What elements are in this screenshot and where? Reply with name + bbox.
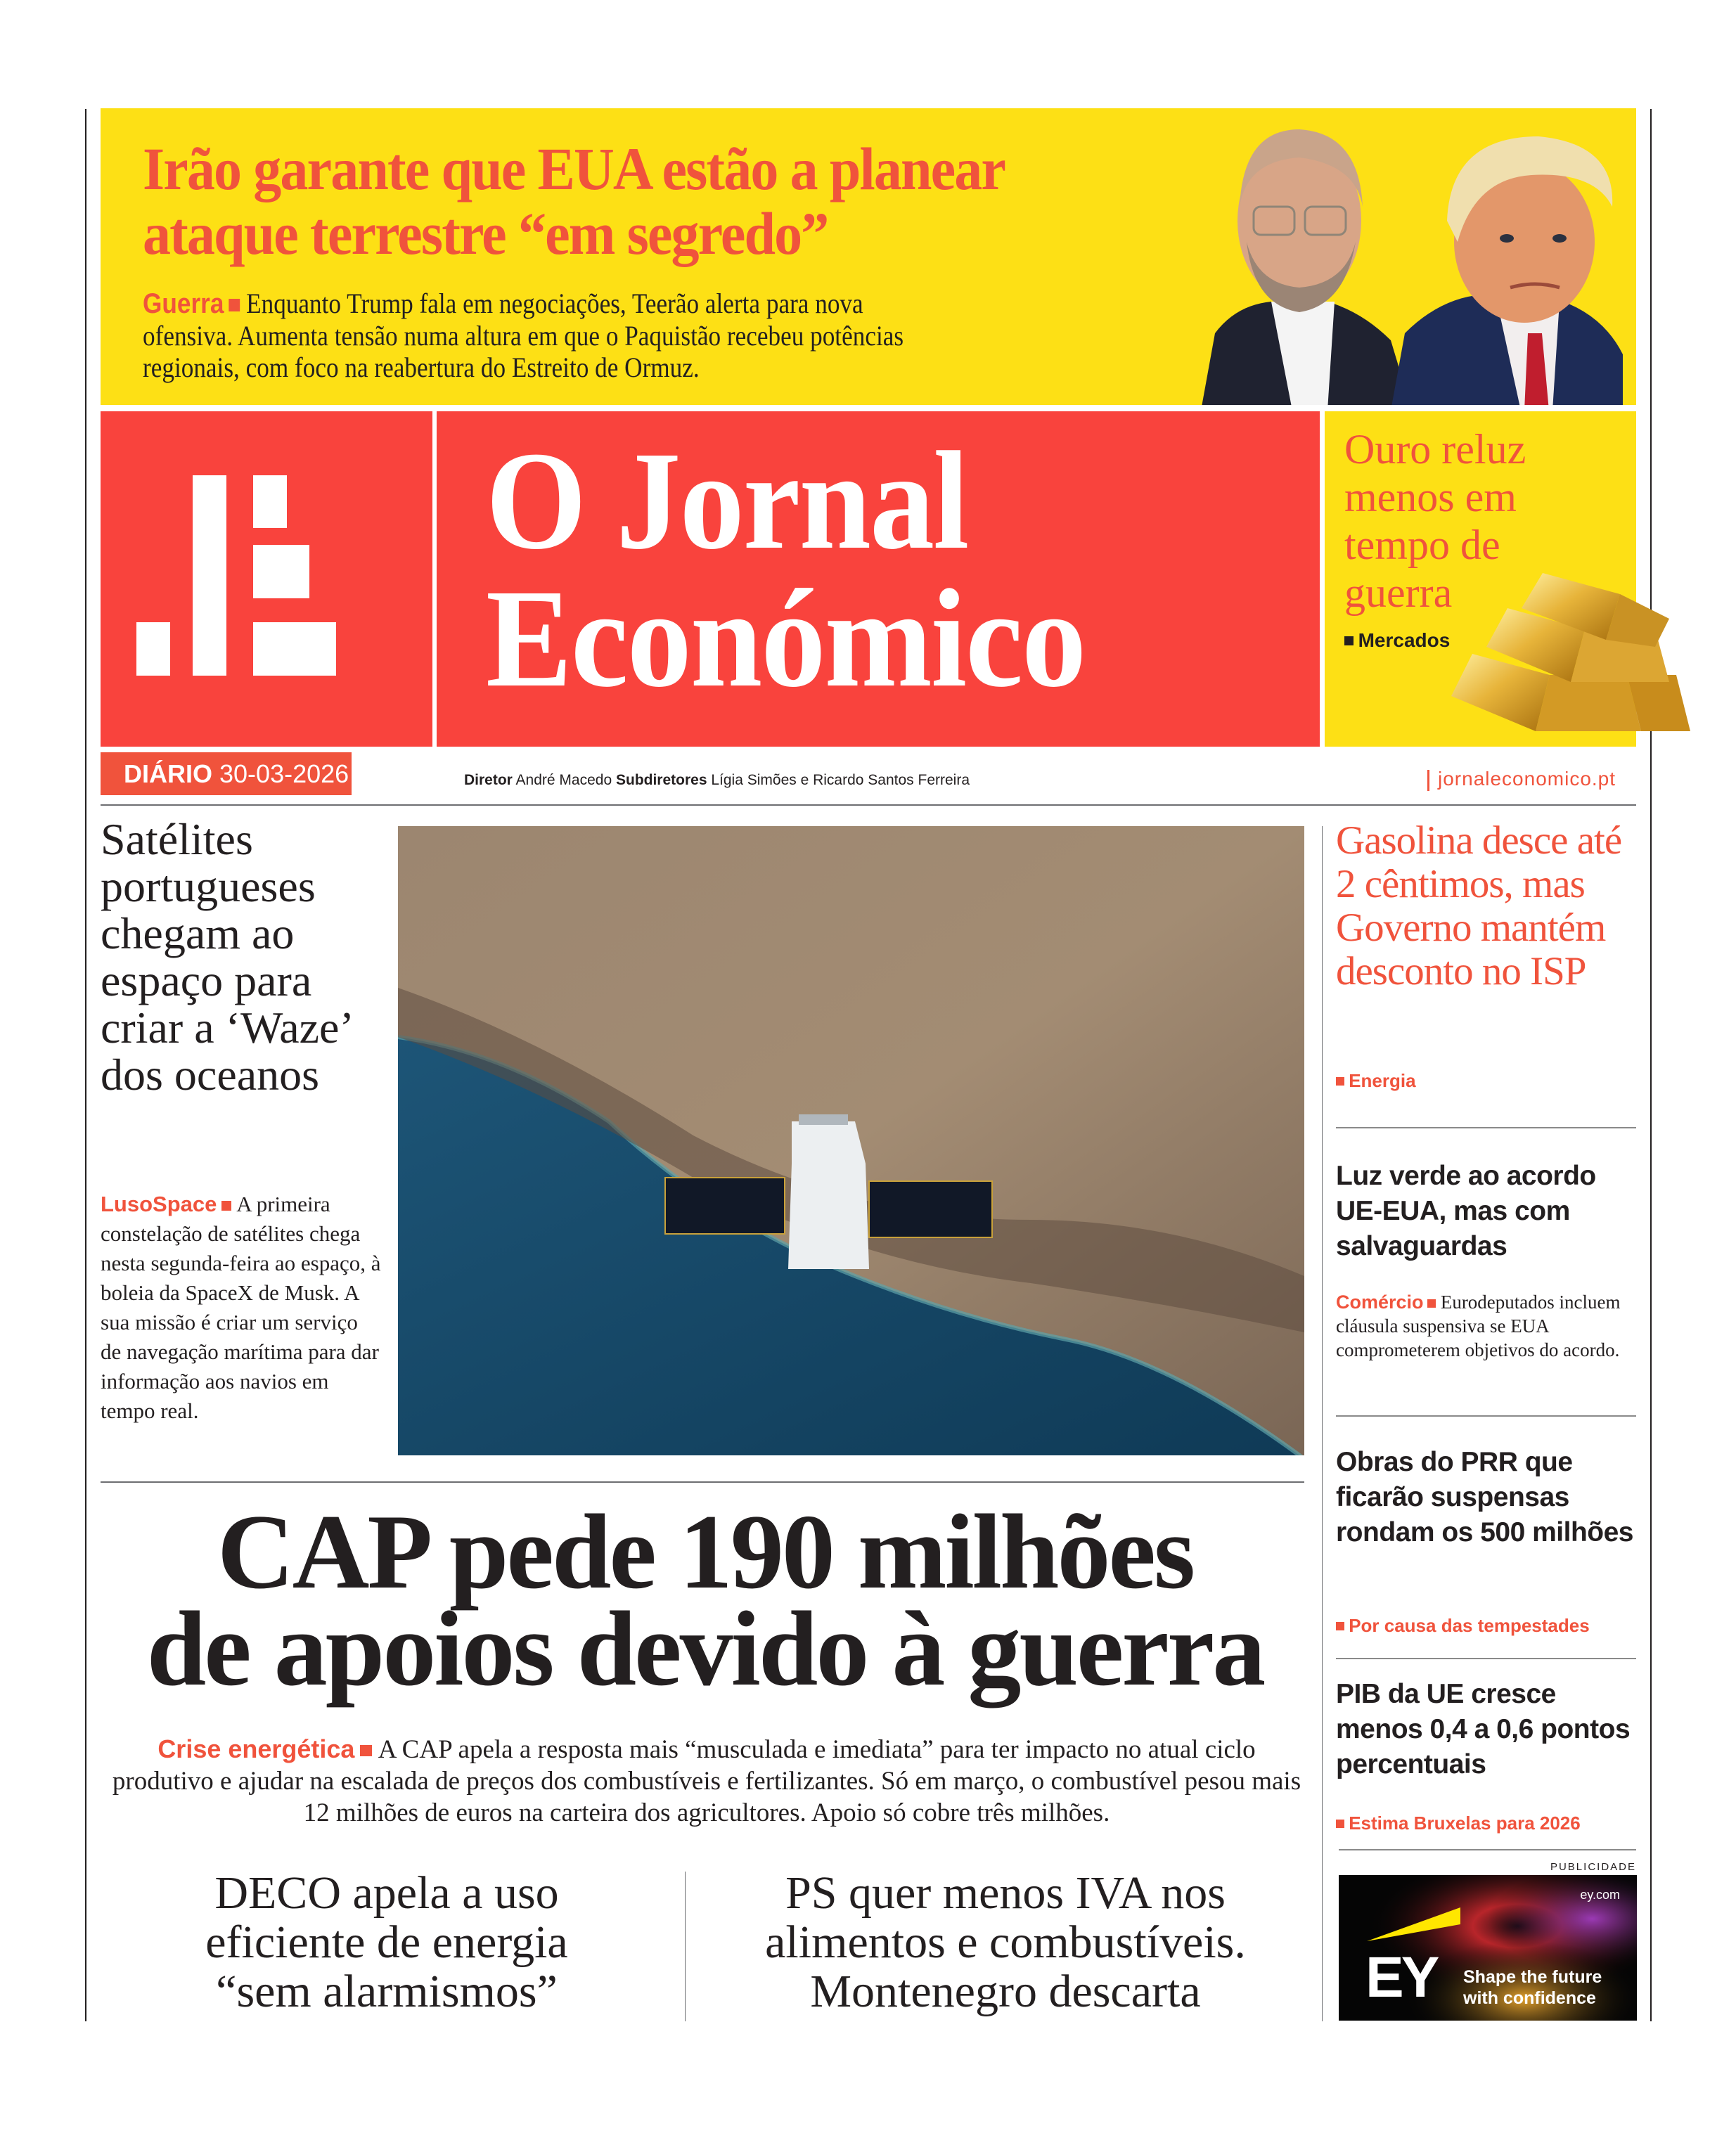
gold-teaser[interactable] [1325,411,1636,747]
square-bullet-icon [360,1745,372,1757]
director-name: André Macedo [515,772,612,788]
brand-logo[interactable] [101,411,432,747]
square-bullet-icon [1336,1077,1344,1086]
logo-bar-5 [253,622,336,676]
top-story-kicker: Guerra [143,288,224,319]
divider-icon [1427,770,1429,791]
gasoline-kicker-text: Energia [1349,1070,1416,1091]
right-rule-4 [1339,1849,1636,1850]
square-bullet-icon [1344,636,1354,645]
right-rule-2 [1336,1415,1636,1417]
gold-teaser-headline: Ouro reluz menos em tempo de guerra [1344,426,1526,616]
satellite-photo[interactable] [398,826,1304,1455]
edition-date: 30-03-2026 [219,759,349,788]
ey-advertisement[interactable] [1339,1875,1637,2021]
satellite-lede-text: A primeira constelação de satélites chega nesta segunda-feira ao espaço, à boleia da SpaceX de Musk. A sua missão é criar um serviço de navegação marítima para dar informação aos navios em tempo real. [101,1192,381,1423]
director-label: Diretor [464,772,513,788]
gold-bars-image [1444,569,1697,752]
website-text: jornaleconomico.pt [1438,768,1616,790]
top-story-headline[interactable] [143,136,1189,266]
top-story-lede-text: Enquanto Trump fala em negociações, Teerão alerta para nova ofensiva. Aumenta tensão numa altura em que o Paquistão recebeu potências regionais, com foco na reabertura do Estreito de Ormuz. [143,288,904,383]
main-headline-line-2: de apoios devido à guerra [146,1590,1264,1708]
edition-date-bar [101,752,352,795]
main-story-rule [101,1481,1304,1483]
masthead-rule [101,804,1636,806]
right-rule-1 [1336,1127,1636,1128]
main-headline-line-1: CAP pede 190 milhões [217,1493,1194,1611]
square-bullet-icon [229,299,240,311]
edition-label: DIÁRIO [124,759,212,788]
ad-tagline-line-2: with confidence [1463,1988,1596,2008]
earth-and-capsule-image [398,826,1304,1455]
ey-logo: EY [1365,1945,1437,2009]
ad-url: ey.com [1580,1888,1620,1902]
square-bullet-icon [1336,1820,1344,1828]
satellite-story-lede [101,1190,382,1426]
logo-bar-3 [253,475,287,528]
satellite-story-headline[interactable]: Satélites portugueses chegam ao espaço para criar a ‘Waze’ dos oceanos [101,814,351,1100]
gasoline-story-kicker [1336,1070,1638,1092]
main-story-headline[interactable] [101,1493,1310,1708]
satellite-story-kicker: LusoSpace [101,1192,217,1216]
main-story-lede [105,1733,1308,1829]
square-bullet-icon [221,1201,231,1211]
page-frame-right [1650,109,1652,2021]
ad-label: PUBLICIDADE [1550,1861,1636,1873]
ad-tagline [1463,1966,1602,2009]
page-frame-left [85,109,86,2021]
website-link[interactable] [1427,768,1616,791]
portrait-photo-right [1391,122,1623,405]
trade-story-lede [1336,1290,1638,1362]
gold-teaser-kicker [1344,629,1450,652]
prr-kicker-text: Por causa das tempestades [1349,1615,1590,1636]
top-story-lede [143,288,947,383]
ps-story-headline[interactable]: PS quer menos IVA nos alimentos e combustíveis. Montenegro descarta [765,1867,1246,2017]
top-story-banner[interactable] [101,108,1636,405]
gdp-story-kicker [1336,1813,1638,1834]
newspaper-name-line-1: O Jornal [486,423,968,579]
portrait-photo-left [1187,108,1412,405]
masthead-title[interactable] [437,411,1320,747]
square-bullet-icon [1336,1622,1344,1630]
top-headline-line-2: ataque terrestre “em segredo” [143,200,828,267]
trade-lede-text: Eurodeputados incluem cláusula suspensiva se EUA comprometerem objetivos do acordo. [1336,1292,1621,1360]
top-headline-line-1: Irão garante que EUA estão a planear [143,135,1005,202]
newspaper-name [486,423,1086,716]
ad-tagline-line-1: Shape the future [1463,1967,1602,1987]
prr-story-headline[interactable]: Obras do PRR que ficarão suspensas rondam os 500 milhões [1336,1447,1633,1547]
gdp-kicker-text: Estima Bruxelas para 2026 [1349,1813,1581,1834]
bottom-stories-divider [685,1872,686,2021]
trade-story-kicker: Comércio [1336,1292,1424,1313]
right-column-divider [1322,826,1323,2021]
main-story-kicker: Crise energética [157,1734,355,1763]
subdirectors-label: Subdiretores [615,772,707,788]
gdp-story-headline[interactable]: PIB da UE cresce menos 0,4 a 0,6 pontos percentuais [1336,1679,1631,1779]
logo-bar-4 [253,545,309,598]
logo-bar-1 [136,622,170,676]
gold-kicker-text: Mercados [1358,629,1451,651]
subdirectors-names: Lígia Simões e Ricardo Santos Ferreira [711,772,970,788]
logo-bar-2 [193,475,226,676]
gasoline-story-headline[interactable]: Gasolina desce até 2 cêntimos, mas Governo mantém desconto no ISP [1336,818,1622,993]
deco-story-headline[interactable]: DECO apela a uso eficiente de energia “sem alarmismos” [205,1867,568,2017]
main-lede-text: A CAP apela a resposta mais “musculada e imediata” para ter impacto no atual ciclo produtivo e ajudar na escalada de preços dos combustíveis e fertilizantes. Só em março, o combustível pesou mais 12 milhões de euros na carteira dos agricultores. Apoio só cobre três milhões. [112,1735,1301,1827]
staff-credits [464,772,970,789]
prr-story-kicker [1336,1615,1638,1637]
square-bullet-icon [1427,1299,1436,1308]
newspaper-name-line-2: Económico [486,561,1086,716]
trade-story-headline[interactable]: Luz verde ao acordo UE-EUA, mas com salvaguardas [1336,1161,1596,1261]
right-rule-3 [1336,1658,1636,1659]
